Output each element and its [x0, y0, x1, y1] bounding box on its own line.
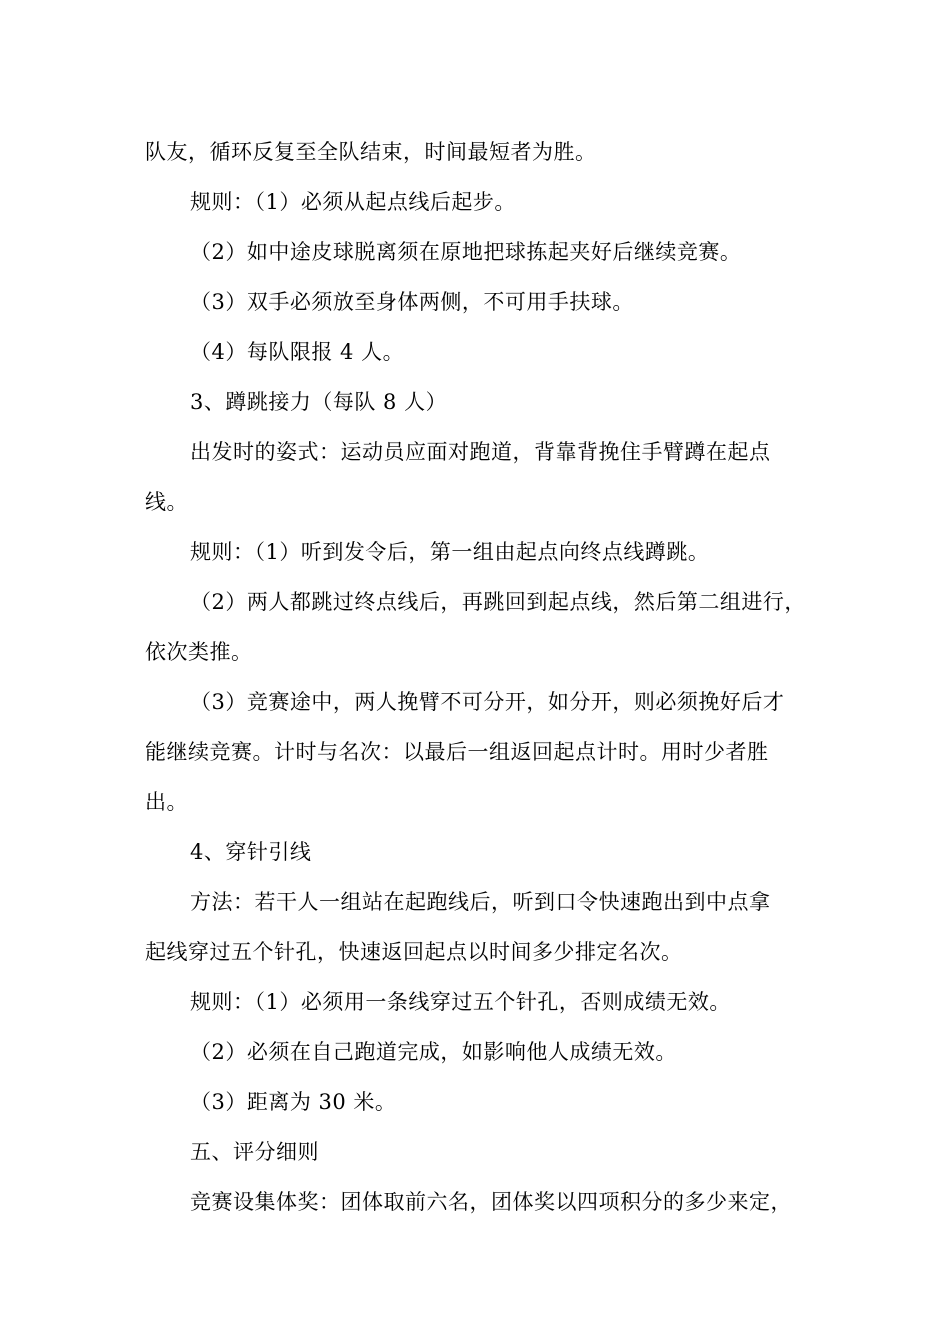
section-heading: 五、评分细则 [190, 1140, 319, 1164]
text-line: 出发时的姿式：运动员应面对跑道，背靠背挽住手臂蹲在起点 [190, 440, 771, 464]
text-line: （2）如中途皮球脱离须在原地把球拣起夹好后继续竞赛。 [190, 240, 742, 264]
text-line: 能继续竞赛。计时与名次：以最后一组返回起点计时。用时少者胜 [145, 740, 769, 764]
text-line: （3）竞赛途中，两人挽臂不可分开，如分开，则必须挽好后才 [190, 690, 785, 714]
text-line: 规则：（1）必须用一条线穿过五个针孔，否则成绩无效。 [190, 990, 731, 1014]
text-line: 规则：（1）听到发令后，第一组由起点向终点线蹲跳。 [190, 540, 710, 564]
text-line: （3）距离为 30 米。 [190, 1090, 397, 1114]
text-line: 线。 [145, 490, 188, 514]
text-line: 起线穿过五个针孔，快速返回起点以时间多少排定名次。 [145, 940, 683, 964]
text-line: 方法：若干人一组站在起跑线后，听到口令快速跑出到中点拿 [190, 890, 771, 914]
text-line: 竞赛设集体奖：团体取前六名，团体奖以四项积分的多少来定， [190, 1190, 792, 1214]
text-line: （3）双手必须放至身体两侧，不可用手扶球。 [190, 290, 634, 314]
text-line: 队友，循环反复至全队结束，时间最短者为胜。 [145, 140, 597, 164]
text-line: （4）每队限报 4 人。 [190, 340, 405, 364]
text-line: （2）必须在自己跑道完成，如影响他人成绩无效。 [190, 1040, 677, 1064]
text-line: 依次类推。 [145, 640, 253, 664]
text-line: 出。 [145, 790, 188, 814]
section-heading: 3、蹲跳接力（每队 8 人） [190, 390, 448, 414]
text-line: （2）两人都跳过终点线后，再跳回到起点线，然后第二组进行， [190, 590, 806, 614]
text-line: 规则：（1）必须从起点线后起步。 [190, 190, 516, 214]
section-heading: 4、穿针引线 [190, 840, 312, 864]
